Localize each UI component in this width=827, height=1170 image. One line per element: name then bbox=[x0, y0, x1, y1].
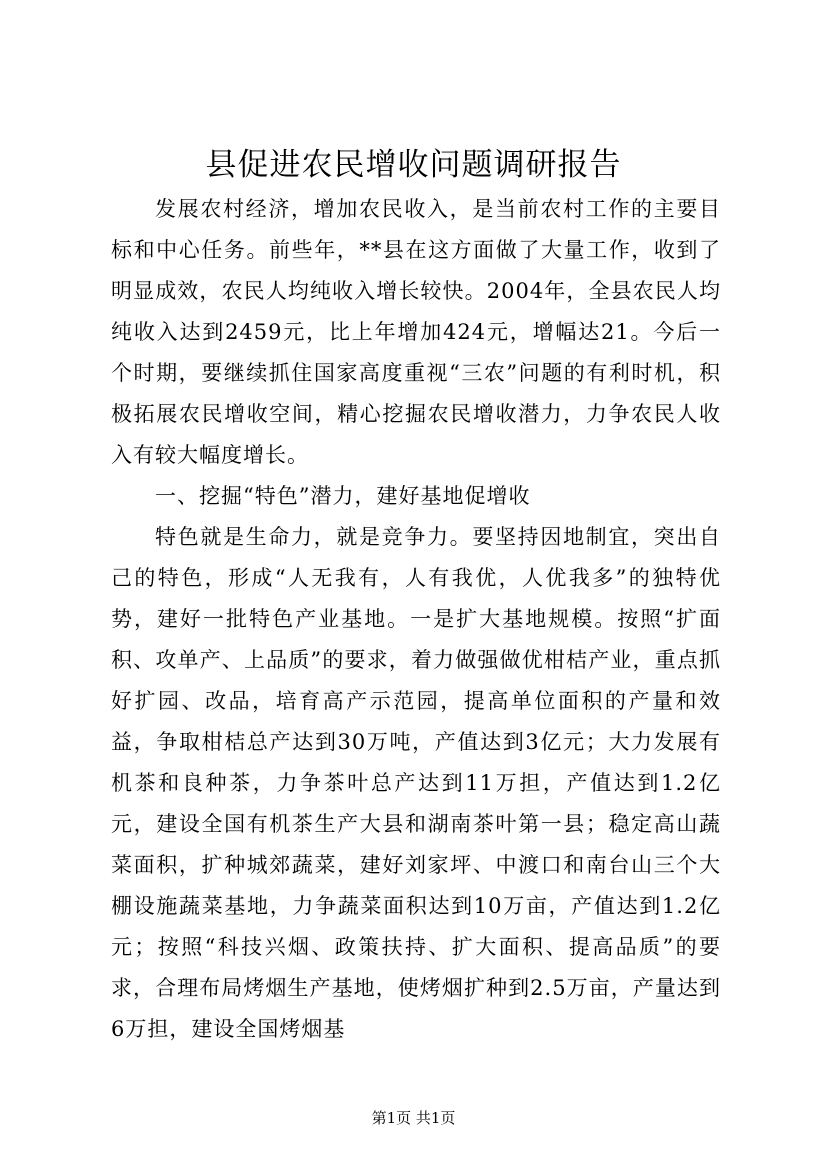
document-title: 县促进农民增收问题调研报告 bbox=[205, 147, 622, 183]
page-footer: 第1页 共1页 bbox=[371, 1109, 456, 1127]
section-heading: 一、挖掘“特色”潜力，建好基地促增收 bbox=[155, 484, 531, 508]
intro-paragraph: 发展农村经济，增加农民收入，是当前农村工作的主要目标和中心任务。前些年，**县在这方面做了大量工作，收到了明显成效，农民人均纯收入增长较快。2004年，全县农民人均纯收入达到2459元，比上年增加424元，增幅达21。今后一个时期，要继续抓住国家高度重视“三农”问题的有利时机，积极拓展农民增收空间，精心挖掘农民增收潜力，力争农民人收入有较大幅度增长。 bbox=[111, 197, 721, 467]
section-paragraph: 特色就是生命力，就是竞争力。要坚持因地制宜，突出自己的特色，形成“人无我有，人有我优，人优我多”的独特优势，建好一批特色产业基地。一是扩大基地规模。按照“扩面积、攻单产、上品质”的要求，着力做强做优柑桔产业，重点抓好扩园、改品，培育高产示范园，提高单位面积的产量和效益，争取柑桔总产达到30万吨，产值达到3亿元；大力发展有机茶和良种茶，力争茶叶总产达到11万担，产值达到1.2亿元，建设全国有机茶生产大县和湖南茶叶第一县；稳定高山蔬菜面积，扩种城郊蔬菜，建好刘家坪、中渡口和南台山三个大棚设施蔬菜基地，力争蔬菜面积达到10万亩，产值达到1.2亿元；按照“科技兴烟、政策扶持、扩大面积、提高品质”的要求，合理布局烤烟生产基地，使烤烟扩种到2.5万亩，产量达到6万担，建设全国烤烟基 bbox=[111, 525, 721, 1041]
document-body bbox=[111, 189, 721, 1050]
